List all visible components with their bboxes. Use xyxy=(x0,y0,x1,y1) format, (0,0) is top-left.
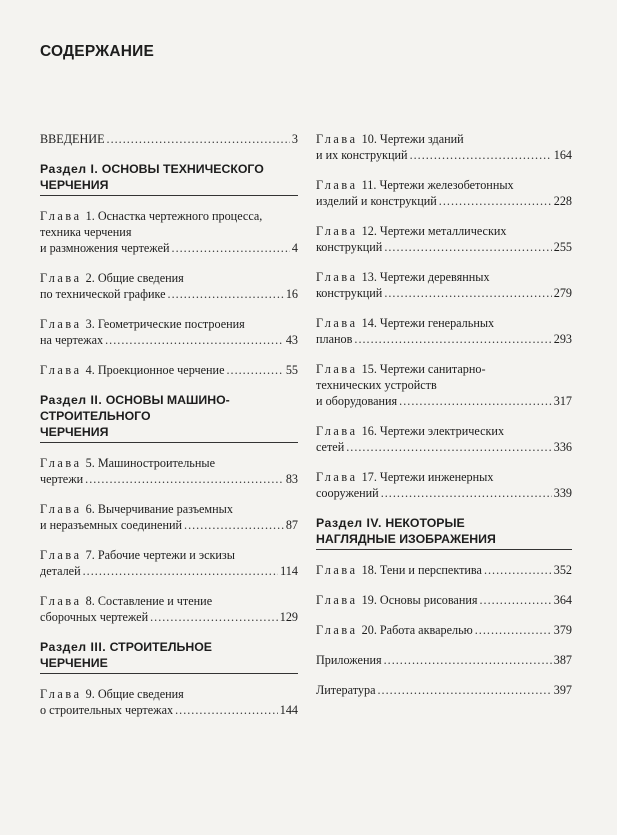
page-number: 228 xyxy=(553,194,572,208)
leader-dots xyxy=(384,652,552,668)
chapter-title: 2. Общие сведения xyxy=(85,271,184,285)
toc-line xyxy=(316,239,572,255)
page-number: 387 xyxy=(553,653,572,667)
toc-line xyxy=(40,471,298,487)
chapter-prefix: Глава xyxy=(40,594,82,608)
toc-line-text xyxy=(40,594,212,608)
chapter-title: и неразъемных соединений xyxy=(40,518,183,532)
toc-line xyxy=(40,362,298,378)
section-heading-line xyxy=(316,515,572,531)
chapter-title: 10. Чертежи зданий xyxy=(361,132,464,146)
page-number: 164 xyxy=(553,148,572,162)
toc-line-text xyxy=(40,332,103,348)
toc-line-text xyxy=(40,502,233,516)
toc-chapter[interactable] xyxy=(316,423,572,455)
toc-line xyxy=(40,332,298,348)
toc-chapter[interactable] xyxy=(316,562,572,578)
toc-chapter[interactable] xyxy=(316,361,572,409)
toc-line-text xyxy=(316,393,397,409)
chapter-title: 4. Проекционное черчение xyxy=(85,363,225,377)
page-number: 339 xyxy=(553,486,572,500)
leader-dots xyxy=(484,562,552,578)
section-heading xyxy=(316,515,572,550)
chapter-prefix: Глава xyxy=(40,548,82,562)
toc-line xyxy=(40,547,298,563)
chapter-title: 18. Тени и перспектива xyxy=(361,563,482,577)
toc-line xyxy=(40,609,298,625)
chapter-prefix: Глава xyxy=(316,178,358,192)
section-title: НЕКОТОРЫЕ xyxy=(385,516,465,530)
leader-dots xyxy=(150,609,278,625)
leader-dots xyxy=(107,131,290,147)
toc-line-text xyxy=(40,271,184,285)
toc-line-text xyxy=(40,362,224,378)
toc-line-text xyxy=(316,592,478,608)
chapter-title: 3. Геометрические построения xyxy=(85,317,245,331)
page-number: 4 xyxy=(291,241,298,255)
toc-line-text xyxy=(316,378,437,392)
toc-line xyxy=(40,240,298,256)
toc-line xyxy=(40,286,298,302)
toc-line xyxy=(40,686,298,702)
section-title: ОСНОВЫ МАШИНО-СТРОИТЕЛЬНОГО xyxy=(40,393,230,423)
toc-line-text xyxy=(316,562,482,578)
chapter-prefix: Глава xyxy=(316,623,358,637)
toc-entry[interactable] xyxy=(40,131,298,147)
chapter-title: и их конструкций xyxy=(316,148,408,162)
toc-right-column xyxy=(316,131,572,712)
toc-line-text xyxy=(316,331,352,347)
toc-line-text xyxy=(316,682,375,698)
toc-chapter[interactable] xyxy=(316,469,572,501)
chapter-title: изделий и конструкций xyxy=(316,194,437,208)
chapter-title: и размножения чертежей xyxy=(40,241,170,255)
toc-line-text xyxy=(316,132,464,146)
toc-chapter[interactable] xyxy=(40,362,298,378)
toc-line-text xyxy=(40,609,148,625)
chapter-title: 20. Работа акварелью xyxy=(361,623,473,637)
toc-line xyxy=(316,393,572,409)
chapter-prefix: Глава xyxy=(40,456,82,470)
page-number: 129 xyxy=(279,610,298,624)
chapter-title: Приложения xyxy=(316,653,382,667)
section-rule xyxy=(316,549,572,550)
toc-line xyxy=(40,517,298,533)
toc-line xyxy=(316,622,572,638)
toc-chapter[interactable] xyxy=(40,501,298,533)
toc-line xyxy=(40,593,298,609)
leader-dots xyxy=(168,286,284,302)
chapter-title: 5. Машиностроительные xyxy=(85,456,215,470)
toc-line xyxy=(316,562,572,578)
toc-line xyxy=(316,377,572,393)
toc-line xyxy=(316,285,572,301)
toc-line-text xyxy=(40,702,173,718)
toc-line-text xyxy=(316,622,473,638)
toc-line-text xyxy=(40,209,262,223)
toc-line-text xyxy=(40,225,131,239)
toc-line xyxy=(316,361,572,377)
chapter-title: ВВЕДЕНИЕ xyxy=(40,132,105,146)
chapter-title: 14. Чертежи генеральных xyxy=(361,316,495,330)
toc-chapter[interactable] xyxy=(316,223,572,255)
leader-dots xyxy=(475,622,552,638)
chapter-title: по технической графике xyxy=(40,287,166,301)
page-number: 83 xyxy=(285,472,298,486)
toc-chapter[interactable] xyxy=(40,270,298,302)
toc-line-text xyxy=(316,470,493,484)
section-title: СТРОИТЕЛЬНОЕ xyxy=(109,640,212,654)
leader-dots xyxy=(377,682,551,698)
leader-dots xyxy=(184,517,284,533)
page-number: 379 xyxy=(553,623,572,637)
toc-entry[interactable] xyxy=(316,682,572,698)
toc-chapter[interactable] xyxy=(316,622,572,638)
leader-dots xyxy=(346,439,551,455)
toc-line xyxy=(316,269,572,285)
chapter-prefix: Глава xyxy=(316,316,358,330)
chapter-title: 7. Рабочие чертежи и эскизы xyxy=(85,548,235,562)
page-number: 87 xyxy=(285,518,298,532)
toc-line xyxy=(316,147,572,163)
section-title: ЧЕРЧЕНИЕ xyxy=(40,656,108,670)
toc-line xyxy=(316,193,572,209)
toc-line-text xyxy=(316,285,382,301)
page-number: 114 xyxy=(280,564,298,578)
section-rule xyxy=(40,673,298,674)
leader-dots xyxy=(384,239,551,255)
page-number: 364 xyxy=(553,593,572,607)
chapter-prefix: Глава xyxy=(40,209,82,223)
chapter-prefix: Глава xyxy=(316,270,358,284)
toc-line xyxy=(316,223,572,239)
toc-line xyxy=(40,316,298,332)
toc-chapter[interactable] xyxy=(316,177,572,209)
section-heading-line xyxy=(40,424,298,440)
toc-line xyxy=(40,702,298,718)
leader-dots xyxy=(226,362,283,378)
toc-line-text xyxy=(316,224,506,238)
section-heading-line xyxy=(316,531,572,547)
chapter-title: 11. Чертежи железобетонных xyxy=(361,178,514,192)
chapter-title: планов xyxy=(316,332,353,346)
toc-line xyxy=(316,592,572,608)
page-number: 279 xyxy=(553,286,572,300)
leader-dots xyxy=(381,485,552,501)
chapter-prefix: Глава xyxy=(316,132,358,146)
toc-line-text xyxy=(316,270,490,284)
toc-line xyxy=(40,224,298,240)
toc-chapter[interactable] xyxy=(40,316,298,348)
toc-line xyxy=(316,131,572,147)
leader-dots xyxy=(175,702,278,718)
chapter-title: 13. Чертежи деревянных xyxy=(361,270,490,284)
chapter-title: 8. Составление и чтение xyxy=(85,594,213,608)
toc-line xyxy=(316,652,572,668)
chapter-title: конструкций xyxy=(316,240,383,254)
page-number: 16 xyxy=(285,287,298,301)
page-number: 336 xyxy=(553,440,572,454)
section-rule xyxy=(40,442,298,443)
toc-line-text xyxy=(316,193,437,209)
toc-line xyxy=(316,331,572,347)
toc-line-text xyxy=(40,563,81,579)
chapter-title: техника черчения xyxy=(40,225,132,239)
section-heading-line xyxy=(40,392,298,424)
page-number: 55 xyxy=(285,363,298,377)
chapter-title: 15. Чертежи санитарно- xyxy=(361,362,486,376)
toc-line xyxy=(40,208,298,224)
toc-line xyxy=(40,501,298,517)
chapter-prefix: Глава xyxy=(40,317,82,331)
toc-line-text xyxy=(316,178,514,192)
chapter-title: 16. Чертежи электрических xyxy=(361,424,505,438)
toc-line-text xyxy=(316,652,382,668)
chapter-title: и оборудования xyxy=(316,394,398,408)
toc-line xyxy=(40,455,298,471)
toc-line xyxy=(40,131,298,147)
toc-line-text xyxy=(316,362,486,376)
toc-entry[interactable] xyxy=(316,652,572,668)
section-heading xyxy=(40,392,298,443)
toc-chapter[interactable] xyxy=(40,593,298,625)
leader-dots xyxy=(85,471,284,487)
chapter-title: сетей xyxy=(316,440,345,454)
page-number: 3 xyxy=(291,132,298,146)
section-heading-line xyxy=(40,161,298,193)
page-number: 144 xyxy=(279,703,298,717)
section-prefix: Раздел II. xyxy=(40,393,103,407)
toc-line xyxy=(316,177,572,193)
page-number: 317 xyxy=(553,394,572,408)
toc-line xyxy=(316,423,572,439)
chapter-prefix: Глава xyxy=(316,593,358,607)
toc-chapter[interactable] xyxy=(316,131,572,163)
section-heading xyxy=(40,639,298,674)
section-heading-line xyxy=(40,655,298,671)
leader-dots xyxy=(83,563,279,579)
toc-line-text xyxy=(40,471,83,487)
toc-line-text xyxy=(316,485,379,501)
section-heading-line xyxy=(40,639,298,655)
section-rule xyxy=(40,195,298,196)
toc-line-text xyxy=(40,456,215,470)
chapter-prefix: Глава xyxy=(40,687,82,701)
toc-chapter[interactable] xyxy=(316,315,572,347)
leader-dots xyxy=(105,332,284,348)
toc-line xyxy=(316,439,572,455)
chapter-title: на чертежах xyxy=(40,333,104,347)
leader-dots xyxy=(410,147,552,163)
chapter-title: Литература xyxy=(316,683,376,697)
section-prefix: Раздел IV. xyxy=(316,516,382,530)
page-title: СОДЕРЖАНИЕ xyxy=(40,43,155,60)
toc-line xyxy=(316,682,572,698)
toc-chapter[interactable] xyxy=(316,592,572,608)
chapter-title: сооружений xyxy=(316,486,379,500)
toc-line-text xyxy=(316,239,382,255)
toc-line xyxy=(40,270,298,286)
page-number: 397 xyxy=(553,683,572,697)
chapter-title: о строительных чертежах xyxy=(40,703,174,717)
leader-dots xyxy=(384,285,551,301)
toc-line-text xyxy=(40,131,105,147)
chapter-prefix: Глава xyxy=(40,271,82,285)
section-prefix: Раздел I. xyxy=(40,162,99,176)
chapter-prefix: Глава xyxy=(316,362,358,376)
toc-line-text xyxy=(40,548,235,562)
leader-dots xyxy=(480,592,552,608)
toc-line-text xyxy=(316,439,344,455)
toc-line-text xyxy=(316,316,494,330)
chapter-prefix: Глава xyxy=(316,563,358,577)
toc-chapter[interactable] xyxy=(316,269,572,301)
toc-line xyxy=(316,469,572,485)
toc-line-text xyxy=(40,517,182,533)
toc-line-text xyxy=(40,317,245,331)
toc-line-text xyxy=(40,286,166,302)
chapter-title: деталей xyxy=(40,564,81,578)
toc-line-text xyxy=(40,240,170,256)
toc-chapter[interactable] xyxy=(40,686,298,718)
toc-left-column xyxy=(40,131,298,732)
chapter-prefix: Глава xyxy=(316,424,358,438)
chapter-title: 19. Основы рисования xyxy=(361,593,478,607)
chapter-title: 6. Вычерчивание разъемных xyxy=(85,502,233,516)
toc-line xyxy=(316,315,572,331)
chapter-prefix: Глава xyxy=(316,470,358,484)
page-number: 255 xyxy=(553,240,572,254)
section-prefix: Раздел III. xyxy=(40,640,107,654)
chapter-prefix: Глава xyxy=(40,363,82,377)
chapter-title: 9. Общие сведения xyxy=(85,687,184,701)
chapter-title: конструкций xyxy=(316,286,383,300)
toc-line xyxy=(40,563,298,579)
section-title: ОСНОВЫ ТЕХНИЧЕСКОГО ЧЕРЧЕНИЯ xyxy=(40,162,264,192)
leader-dots xyxy=(439,193,552,209)
leader-dots xyxy=(172,240,290,256)
toc-line-text xyxy=(316,424,504,438)
chapter-title: 1. Оснастка чертежного процесса, xyxy=(85,209,263,223)
chapter-title: технических устройств xyxy=(316,378,437,392)
section-heading xyxy=(40,161,298,196)
chapter-title: сборочных чертежей xyxy=(40,610,149,624)
toc-line-text xyxy=(40,687,184,701)
section-title: ЧЕРЧЕНИЯ xyxy=(40,425,109,439)
leader-dots xyxy=(354,331,551,347)
chapter-title: 17. Чертежи инженерных xyxy=(361,470,494,484)
page-number: 352 xyxy=(553,563,572,577)
page-number: 43 xyxy=(285,333,298,347)
chapter-prefix: Глава xyxy=(316,224,358,238)
page-number: 293 xyxy=(553,332,572,346)
chapter-title: 12. Чертежи металлических xyxy=(361,224,507,238)
chapter-title: чертежи xyxy=(40,472,84,486)
toc-chapter[interactable] xyxy=(40,547,298,579)
chapter-prefix: Глава xyxy=(40,502,82,516)
toc-line-text xyxy=(316,147,408,163)
toc-chapter[interactable] xyxy=(40,208,298,256)
toc-chapter[interactable] xyxy=(40,455,298,487)
leader-dots xyxy=(399,393,552,409)
section-title: НАГЛЯДНЫЕ ИЗОБРАЖЕНИЯ xyxy=(316,532,496,546)
toc-line xyxy=(316,485,572,501)
